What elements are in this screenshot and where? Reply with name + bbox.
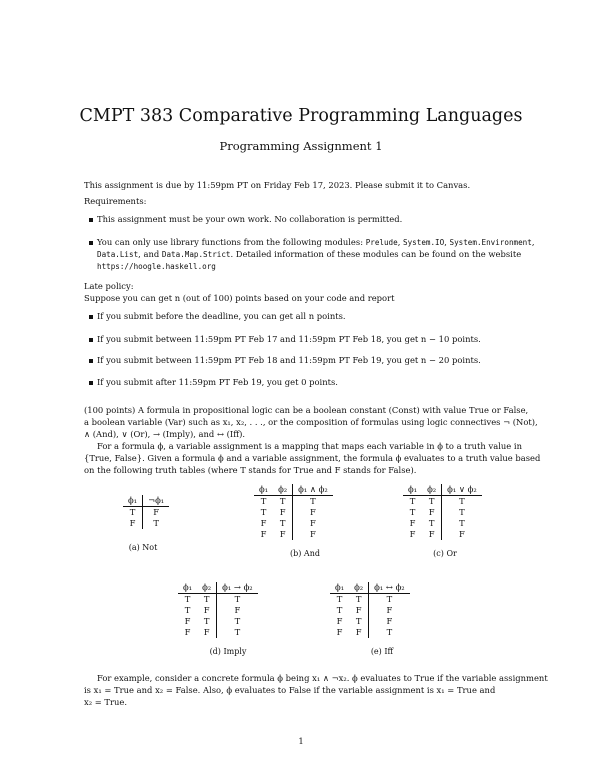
caption-not: (a) Not [128, 543, 158, 552]
cell: T [349, 594, 369, 606]
example-line-1: For example, consider a concrete formula ϕ being x₁ ∧ ¬x₂. ϕ evaluates to True if the variable assignment [97, 673, 548, 683]
cell: T [336, 605, 343, 615]
late-rule-1: If you submit before the deadline, you can get all n points. [97, 311, 346, 321]
cell: F [336, 627, 343, 637]
cell: T [459, 518, 465, 528]
requirements-label: Requirements: [84, 196, 147, 206]
requirement-2-line-2 [97, 249, 521, 260]
bullet-icon [89, 338, 93, 342]
header-and: ϕ₁ ∧ ϕ₂ [293, 484, 333, 496]
problem-line-2: a boolean variable (Var) such as x₁, x₂, . . ., or the composition of formulas using logic connectives ¬ (Not), [84, 417, 538, 427]
cell: T [184, 594, 191, 604]
module-data-list: Data.List [97, 250, 139, 259]
bullet-icon [89, 241, 93, 245]
header-phi2: ϕ₂ [349, 582, 369, 594]
cell: T [197, 616, 217, 627]
late-rule-4: If you submit after 11:59pm PT Feb 19, you get 0 points. [97, 377, 338, 387]
example-line-3: x₂ = True. [84, 697, 128, 707]
cell: F [409, 529, 416, 539]
hoogle-link[interactable]: https://hoogle.haskell.org [97, 262, 216, 271]
cell: F [197, 605, 217, 616]
truth-table-imply [178, 582, 258, 638]
cell: F [260, 529, 267, 539]
module-system-io: System.IO [403, 238, 445, 247]
cell: T [336, 594, 343, 604]
requirement-1: This assignment must be your own work. No collaboration is permitted. [97, 214, 403, 224]
late-rule-2: If you submit between 11:59pm PT Feb 17 and 11:59pm PT Feb 18, you get n − 10 points. [97, 334, 481, 344]
cell: F [260, 518, 267, 528]
caption-imply: (d) Imply [209, 647, 247, 656]
cell: F [310, 529, 316, 539]
cell: T [459, 507, 465, 517]
truth-table-or [403, 484, 482, 540]
header-phi2: ϕ₂ [422, 484, 442, 496]
cell: T [234, 616, 241, 626]
cell: F [273, 529, 293, 540]
cell: T [273, 518, 293, 529]
late-policy-label: Late policy: [84, 281, 134, 291]
truth-table-and [254, 484, 333, 540]
cell: T [123, 507, 143, 519]
cell: T [386, 594, 393, 604]
cell: T [422, 518, 442, 529]
cell: F [349, 605, 369, 616]
example-line-2: is x₁ = True and x₂ = False. Also, ϕ evaluates to False if the variable assignment is x₁ = True and [84, 685, 496, 695]
header-phi1: ϕ₁ [403, 484, 422, 496]
cell: F [234, 605, 241, 615]
cell: F [349, 627, 369, 638]
cell: F [386, 616, 393, 626]
module-system-environment: System.Environment [449, 238, 532, 247]
bullet-icon [89, 359, 93, 363]
header-iff: ϕ₁ ↔ ϕ₂ [369, 582, 410, 594]
cell: F [409, 518, 416, 528]
problem-line-6: on the following truth tables (where T stands for True and F stands for False). [84, 465, 417, 475]
module-data-map-strict: Data.Map.Strict [161, 250, 231, 259]
module-prelude: Prelude [365, 238, 398, 247]
cell: T [260, 496, 267, 506]
document-subtitle: Programming Assignment 1 [219, 139, 383, 153]
header-not-phi1: ¬ϕ₁ [143, 495, 170, 507]
truth-table-iff [330, 582, 410, 638]
header-phi1: ϕ₁ [123, 495, 143, 507]
cell: T [409, 496, 416, 506]
problem-line-3: ∧ (And), ∨ (Or), → (Imply), and ↔ (Iff). [84, 429, 246, 439]
problem-line-5: {True, False}. Given a formula ϕ and a variable assignment, the formula ϕ evaluates to a truth value based [84, 453, 541, 463]
document-title: CMPT 383 Comparative Programming Languages [79, 106, 523, 126]
cell: F [310, 507, 316, 517]
problem-line-4: For a formula ϕ, a variable assignment is a mapping that maps each variable in ϕ to a truth value in [97, 441, 522, 451]
cell: F [310, 518, 316, 528]
cell: F [273, 507, 293, 518]
cell: T [349, 616, 369, 627]
requirement-2-rest: . Detailed information of these modules can be found on the website [230, 249, 522, 259]
late-rule-3: If you submit between 11:59pm PT Feb 18 and 11:59pm PT Feb 19, you get n − 20 points. [97, 355, 481, 365]
cell: F [336, 616, 343, 626]
cell: T [153, 518, 159, 528]
cell: T [310, 496, 316, 506]
header-phi1: ϕ₁ [178, 582, 197, 594]
cell: F [184, 627, 191, 637]
page-number: 1 [298, 736, 304, 746]
header-imply: ϕ₁ → ϕ₂ [217, 582, 258, 594]
cell: F [153, 507, 160, 517]
problem-line-1: (100 points) A formula in propositional logic can be a boolean constant (Const) with value True or False, [84, 405, 529, 415]
cell: T [260, 507, 267, 517]
cell: T [234, 594, 241, 604]
requirement-2-and: , and [138, 249, 162, 259]
cell: T [409, 507, 416, 517]
cell: T [234, 627, 241, 637]
caption-iff: (e) Iff [370, 647, 394, 656]
caption-and: (b) And [290, 549, 320, 558]
cell: F [386, 605, 393, 615]
requirement-2-line-1: You can only use library functions from the following modules: Prelude, System.IO, System.Environment, [97, 237, 535, 247]
cell: F [422, 507, 442, 518]
header-phi2: ϕ₂ [273, 484, 293, 496]
cell: T [386, 627, 393, 637]
header-phi1: ϕ₁ [254, 484, 273, 496]
cell: T [422, 496, 442, 508]
cell: F [422, 529, 442, 540]
header-phi1: ϕ₁ [330, 582, 349, 594]
intro-text: This assignment is due by 11:59pm PT on Friday Feb 17, 2023. Please submit it to Canvas. [84, 180, 471, 190]
requirement-2-text: You can only use library functions from the following modules: [97, 237, 366, 247]
bullet-icon [89, 218, 93, 222]
truth-table-not [123, 495, 169, 529]
late-policy-intro: Suppose you can get n (out of 100) points based on your code and report [84, 293, 395, 303]
cell: F [197, 627, 217, 638]
cell: T [184, 605, 191, 615]
cell: T [459, 496, 465, 506]
bullet-icon [89, 381, 93, 385]
header-or: ϕ₁ ∨ ϕ₂ [442, 484, 482, 496]
caption-or: (c) Or [433, 549, 457, 558]
bullet-icon [89, 315, 93, 319]
cell: T [197, 594, 217, 606]
cell: T [273, 496, 293, 508]
cell: F [123, 518, 143, 529]
cell: F [184, 616, 191, 626]
cell: F [459, 529, 465, 539]
header-phi2: ϕ₂ [197, 582, 217, 594]
